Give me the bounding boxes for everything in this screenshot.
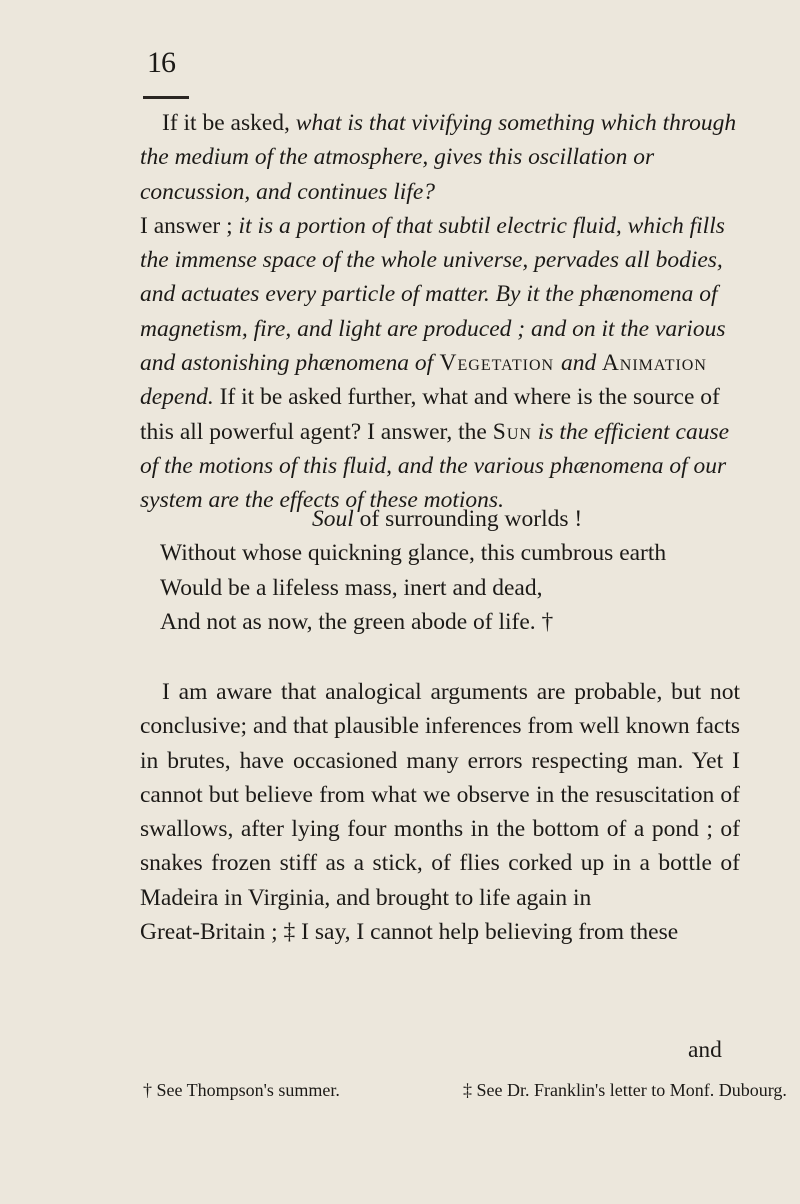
poem-quotation (160, 502, 760, 639)
page-number: 16 (147, 46, 175, 79)
paragraph-3-last-line: Great-Britain ; ‡ I say, I cannot help believing from these (140, 919, 679, 946)
paragraph-1 (140, 106, 740, 518)
catchword: and (688, 1037, 722, 1063)
footnote-2: ‡ See Dr. Franklin's letter to Monf. Dubourg. (463, 1080, 787, 1100)
paragraph-1-text: If it be asked, what is that vivifying something which through the medium of the atmosphere, gives this oscillation or concussion, and continues life? I answer ; it is a portion of that subtil electric fluid, which fills the immense space of the whole universe, pervades all bodies, and actuates every particle of matter. By it the phænomena of magnetism, fire, and light are produced ; and on it the various and astonishing phænomena of Vegetation and Animation depend. If it be asked further, what and where is the source of this all powerful agent? I answer, the Sun is the efficient cause of the motions of this fluid, and the various phænomena of our system are the effects of these motions. (140, 110, 737, 514)
paragraph-3 (140, 675, 740, 949)
footnote-1: † See Thompson's summer. (143, 1080, 340, 1100)
header-rule (143, 96, 189, 99)
poem-line-4: And not as now, the green abode of life. † (160, 608, 554, 635)
poem-line-1: Soul of surrounding worlds ! (312, 506, 583, 532)
paragraph-3-text: I am aware that analogical arguments are probable, but not conclusive; and that plausible inferences from well known facts in brutes, have occasioned many errors respecting man. Yet I cannot but believe from what we observe in the resuscitation of swallows, after lying four months in the bottom of a pond ; of snakes frozen stiff as a stick, of flies corked up in a bottle of Madeira in Virginia, and brought to life again in (140, 679, 740, 911)
poem-line-3: Would be a lifeless mass, inert and dead, (160, 574, 543, 601)
poem-line-2: Without whose quickning glance, this cumbrous earth (160, 540, 667, 567)
